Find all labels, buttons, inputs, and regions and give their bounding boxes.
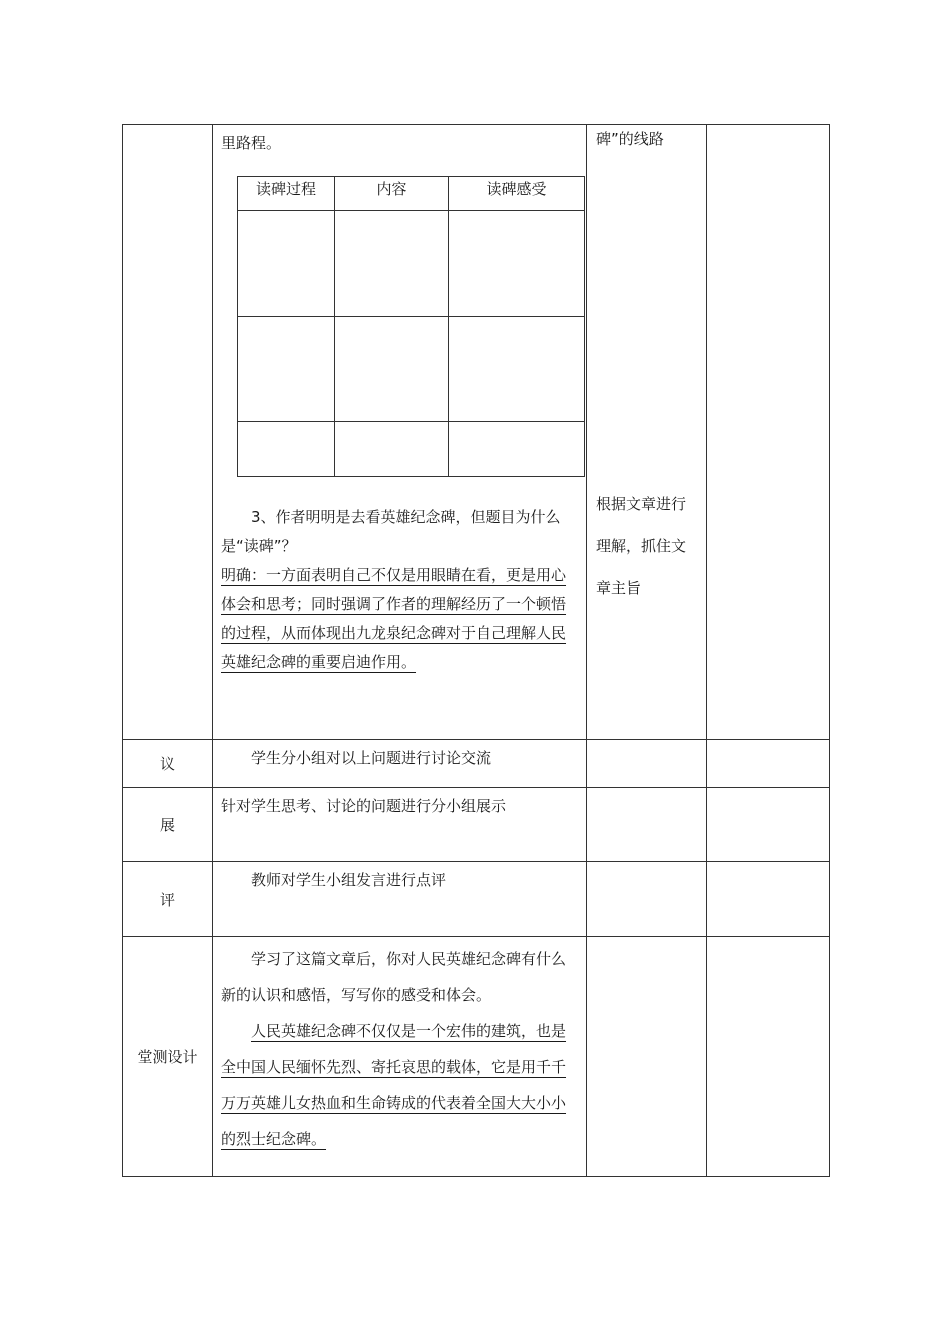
note-mid: 根据文章进行理解，抓住文章主旨 bbox=[596, 495, 687, 597]
row-show-label: 展 bbox=[123, 788, 213, 862]
row-discuss-note bbox=[587, 740, 707, 788]
test-prompt: 学习了这篇文章后，你对人民英雄纪念碑有什么新的认识和感悟，写写你的感受和体会。 bbox=[221, 950, 567, 1004]
lesson-plan-table bbox=[122, 124, 830, 1177]
reading-table-header-feeling: 读碑感受 bbox=[449, 177, 585, 211]
reading-table-cell bbox=[335, 317, 449, 422]
row-show-main bbox=[213, 788, 587, 862]
row-reading bbox=[123, 125, 830, 740]
row-reading-note bbox=[587, 125, 707, 740]
reading-table-row bbox=[238, 422, 585, 477]
row-review-text: 教师对学生小组发言进行点评 bbox=[251, 871, 447, 889]
reading-table-row bbox=[238, 317, 585, 422]
reading-table-header bbox=[238, 177, 585, 211]
row-test-label: 堂测设计 bbox=[123, 937, 213, 1177]
row-reading-label bbox=[123, 125, 213, 740]
test-answer-text: 人民英雄纪念碑不仅仅是一个宏伟的建筑，也是全中国人民缅怀先烈、寄托哀思的载体，它是用千千万万英雄儿女热血和生命铸成的代表着全国大大小小的烈士纪念碑。 bbox=[221, 1022, 567, 1148]
row-review-note bbox=[587, 862, 707, 937]
reading-table-header-content: 内容 bbox=[335, 177, 449, 211]
row-test-note bbox=[587, 937, 707, 1177]
answer-3 bbox=[221, 561, 576, 677]
reading-table bbox=[237, 176, 585, 477]
reading-table-cell bbox=[238, 317, 335, 422]
reading-table-cell bbox=[335, 422, 449, 477]
row-review bbox=[123, 862, 830, 937]
row-show-text: 针对学生思考、讨论的问题进行分小组展示 bbox=[221, 797, 507, 815]
row-discuss-extra bbox=[707, 740, 830, 788]
row-test-main bbox=[213, 937, 587, 1177]
row-show-extra bbox=[707, 788, 830, 862]
row-show-note bbox=[587, 788, 707, 862]
row-review-main bbox=[213, 862, 587, 937]
reading-table-cell bbox=[238, 211, 335, 317]
row-discuss bbox=[123, 740, 830, 788]
note-top: 碑”的线路 bbox=[596, 130, 664, 148]
answer-3-text: 明确：一方面表明自己不仅是用眼睛在看，更是用心体会和思考；同时强调了作者的理解经历了一个顿悟的过程，从而体现出九龙泉纪念碑对于自己理解人民英雄纪念碑的重要启迪作用。 bbox=[221, 566, 567, 671]
row-reading-extra bbox=[707, 125, 830, 740]
reading-table-cell bbox=[335, 211, 449, 317]
reading-table-header-process: 读碑过程 bbox=[238, 177, 335, 211]
row-reading-main bbox=[213, 125, 587, 740]
main-lead-text: 里路程。 bbox=[221, 134, 282, 152]
row-discuss-main bbox=[213, 740, 587, 788]
test-answer bbox=[221, 1013, 576, 1157]
row-review-label: 评 bbox=[123, 862, 213, 937]
reading-table-cell bbox=[449, 317, 585, 422]
reading-table-cell bbox=[449, 211, 585, 317]
question-3: 3、作者明明是去看英雄纪念碑，但题目为什么是“读碑”？ bbox=[221, 508, 561, 555]
row-test bbox=[123, 937, 830, 1177]
row-discuss-text: 学生分小组对以上问题进行讨论交流 bbox=[251, 749, 492, 767]
row-discuss-label: 议 bbox=[123, 740, 213, 788]
reading-table-cell bbox=[238, 422, 335, 477]
reading-table-row bbox=[238, 211, 585, 317]
reading-table-cell bbox=[449, 422, 585, 477]
row-show bbox=[123, 788, 830, 862]
row-test-extra bbox=[707, 937, 830, 1177]
row-review-extra bbox=[707, 862, 830, 937]
